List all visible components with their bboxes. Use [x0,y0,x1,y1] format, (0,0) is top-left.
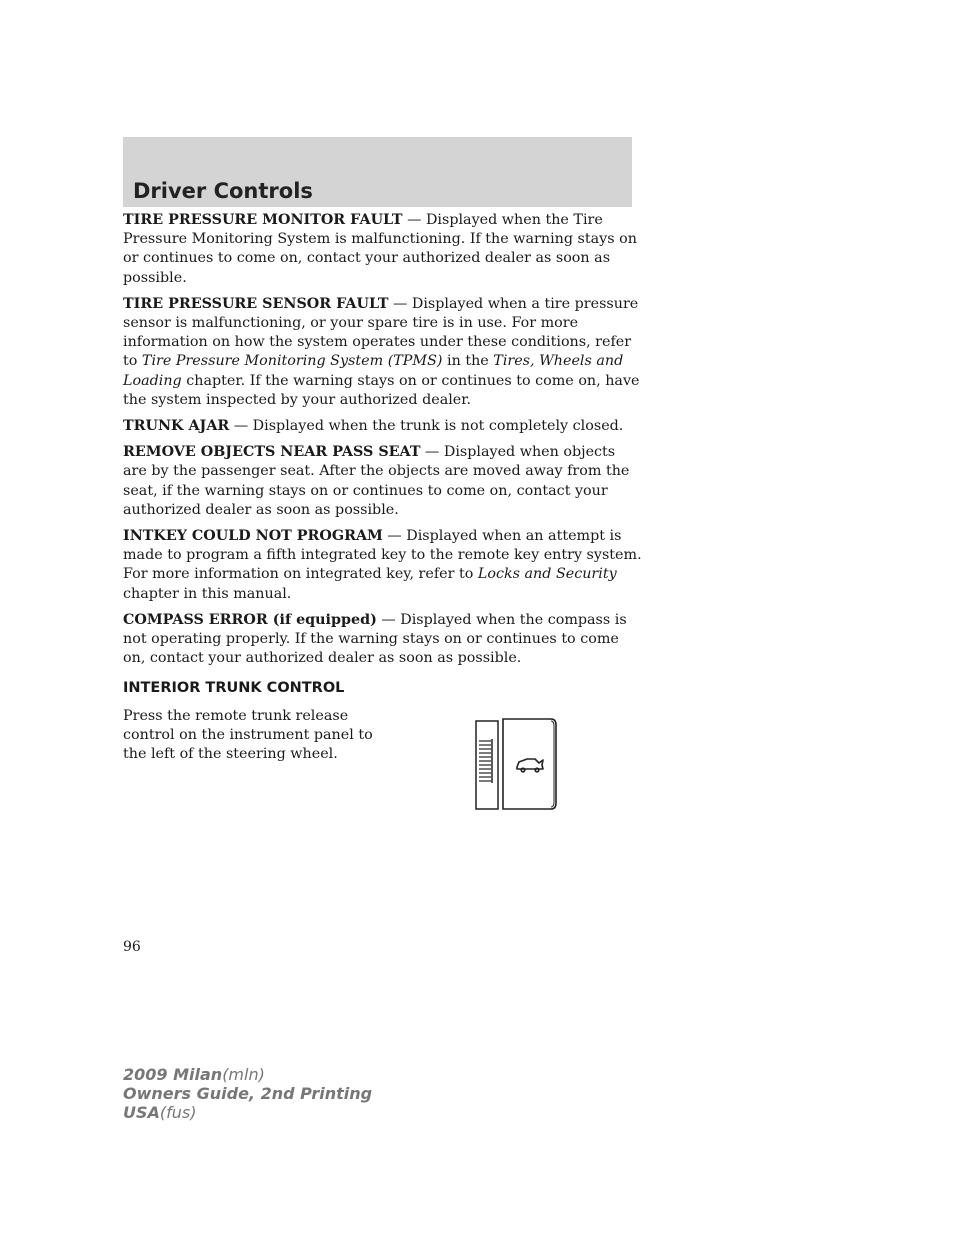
footer-edition: Owners Guide, 2nd Printing [123,1084,373,1103]
footer-line-model [123,1065,372,1084]
footer-line-market [123,1103,372,1122]
trunk-release-switch-icon [475,717,565,817]
message-description: — Displayed when objects are by the passenger seat. After the objects are moved away from the seat, if the warning stays on or continues to come on, contact your authorized dealer as soon as possible. [123,444,630,518]
message-term: COMPASS ERROR (if equipped) [123,611,377,628]
message-tire-pressure-sensor-fault [123,295,643,410]
chapter-header-band [123,137,632,207]
cross-reference-chapter: Locks and Security [477,566,617,583]
message-description: — Displayed when a tire pressure sensor is malfunctioning, or your spare tire is in use. For more information on how the system operates under these conditions, refer to [123,295,639,370]
message-remove-objects [123,443,643,520]
message-description: — Displayed when an attempt is made to program a fifth integrated key to the remote key entry system. For more information on integrated key, refer to [123,528,642,583]
message-compass-error [123,611,643,669]
message-intkey-could-not-program [123,527,643,604]
document-footer [123,1065,372,1122]
chapter-title: Driver Controls [133,179,313,203]
footer-model-code: (mln) [222,1065,265,1084]
cross-reference-chapter: Tires, Wheels and Loading [123,353,624,389]
page-content [123,211,643,764]
message-term: TIRE PRESSURE MONITOR FAULT [123,212,403,228]
message-term: REMOVE OBJECTS NEAR PASS SEAT [123,444,421,461]
message-description: — Displayed when the trunk is not completely closed. [229,418,624,435]
message-description: chapter. If the warning stays on or continues to come on, have the system inspected by your authorized dealer. [123,372,640,408]
footer-line-edition [123,1084,372,1103]
message-term: INTKEY COULD NOT PROGRAM [123,528,383,545]
message-description: — Displayed when the compass is not operating properly. If the warning stays on or continues to come on, contact your authorized dealer as soon as possible. [123,611,627,667]
message-tire-pressure-monitor-fault [123,211,643,288]
footer-market-code: (fus) [159,1103,197,1122]
trunk-control-section [123,707,643,765]
footer-model: 2009 Milan [123,1065,223,1084]
section-heading: INTERIOR TRUNK CONTROL [123,680,345,697]
message-description: in the [442,353,494,370]
page-number: 96 [123,939,141,955]
footer-market: USA [123,1103,160,1122]
section-body: Press the remote trunk release control on the instrument panel to the left of the steering wheel. [123,707,373,763]
message-description: — Displayed when the Tire Pressure Monitoring System is malfunctioning. If the warning stays on or continues to come on, contact your authorized dealer as soon as possible. [123,212,637,286]
message-description: chapter in this manual. [123,585,292,602]
message-term: TIRE PRESSURE SENSOR FAULT [123,295,389,312]
message-term: TRUNK AJAR [123,418,230,435]
cross-reference-tpms: Tire Pressure Monitoring System (TPMS) [141,353,443,370]
message-trunk-ajar [123,417,643,436]
